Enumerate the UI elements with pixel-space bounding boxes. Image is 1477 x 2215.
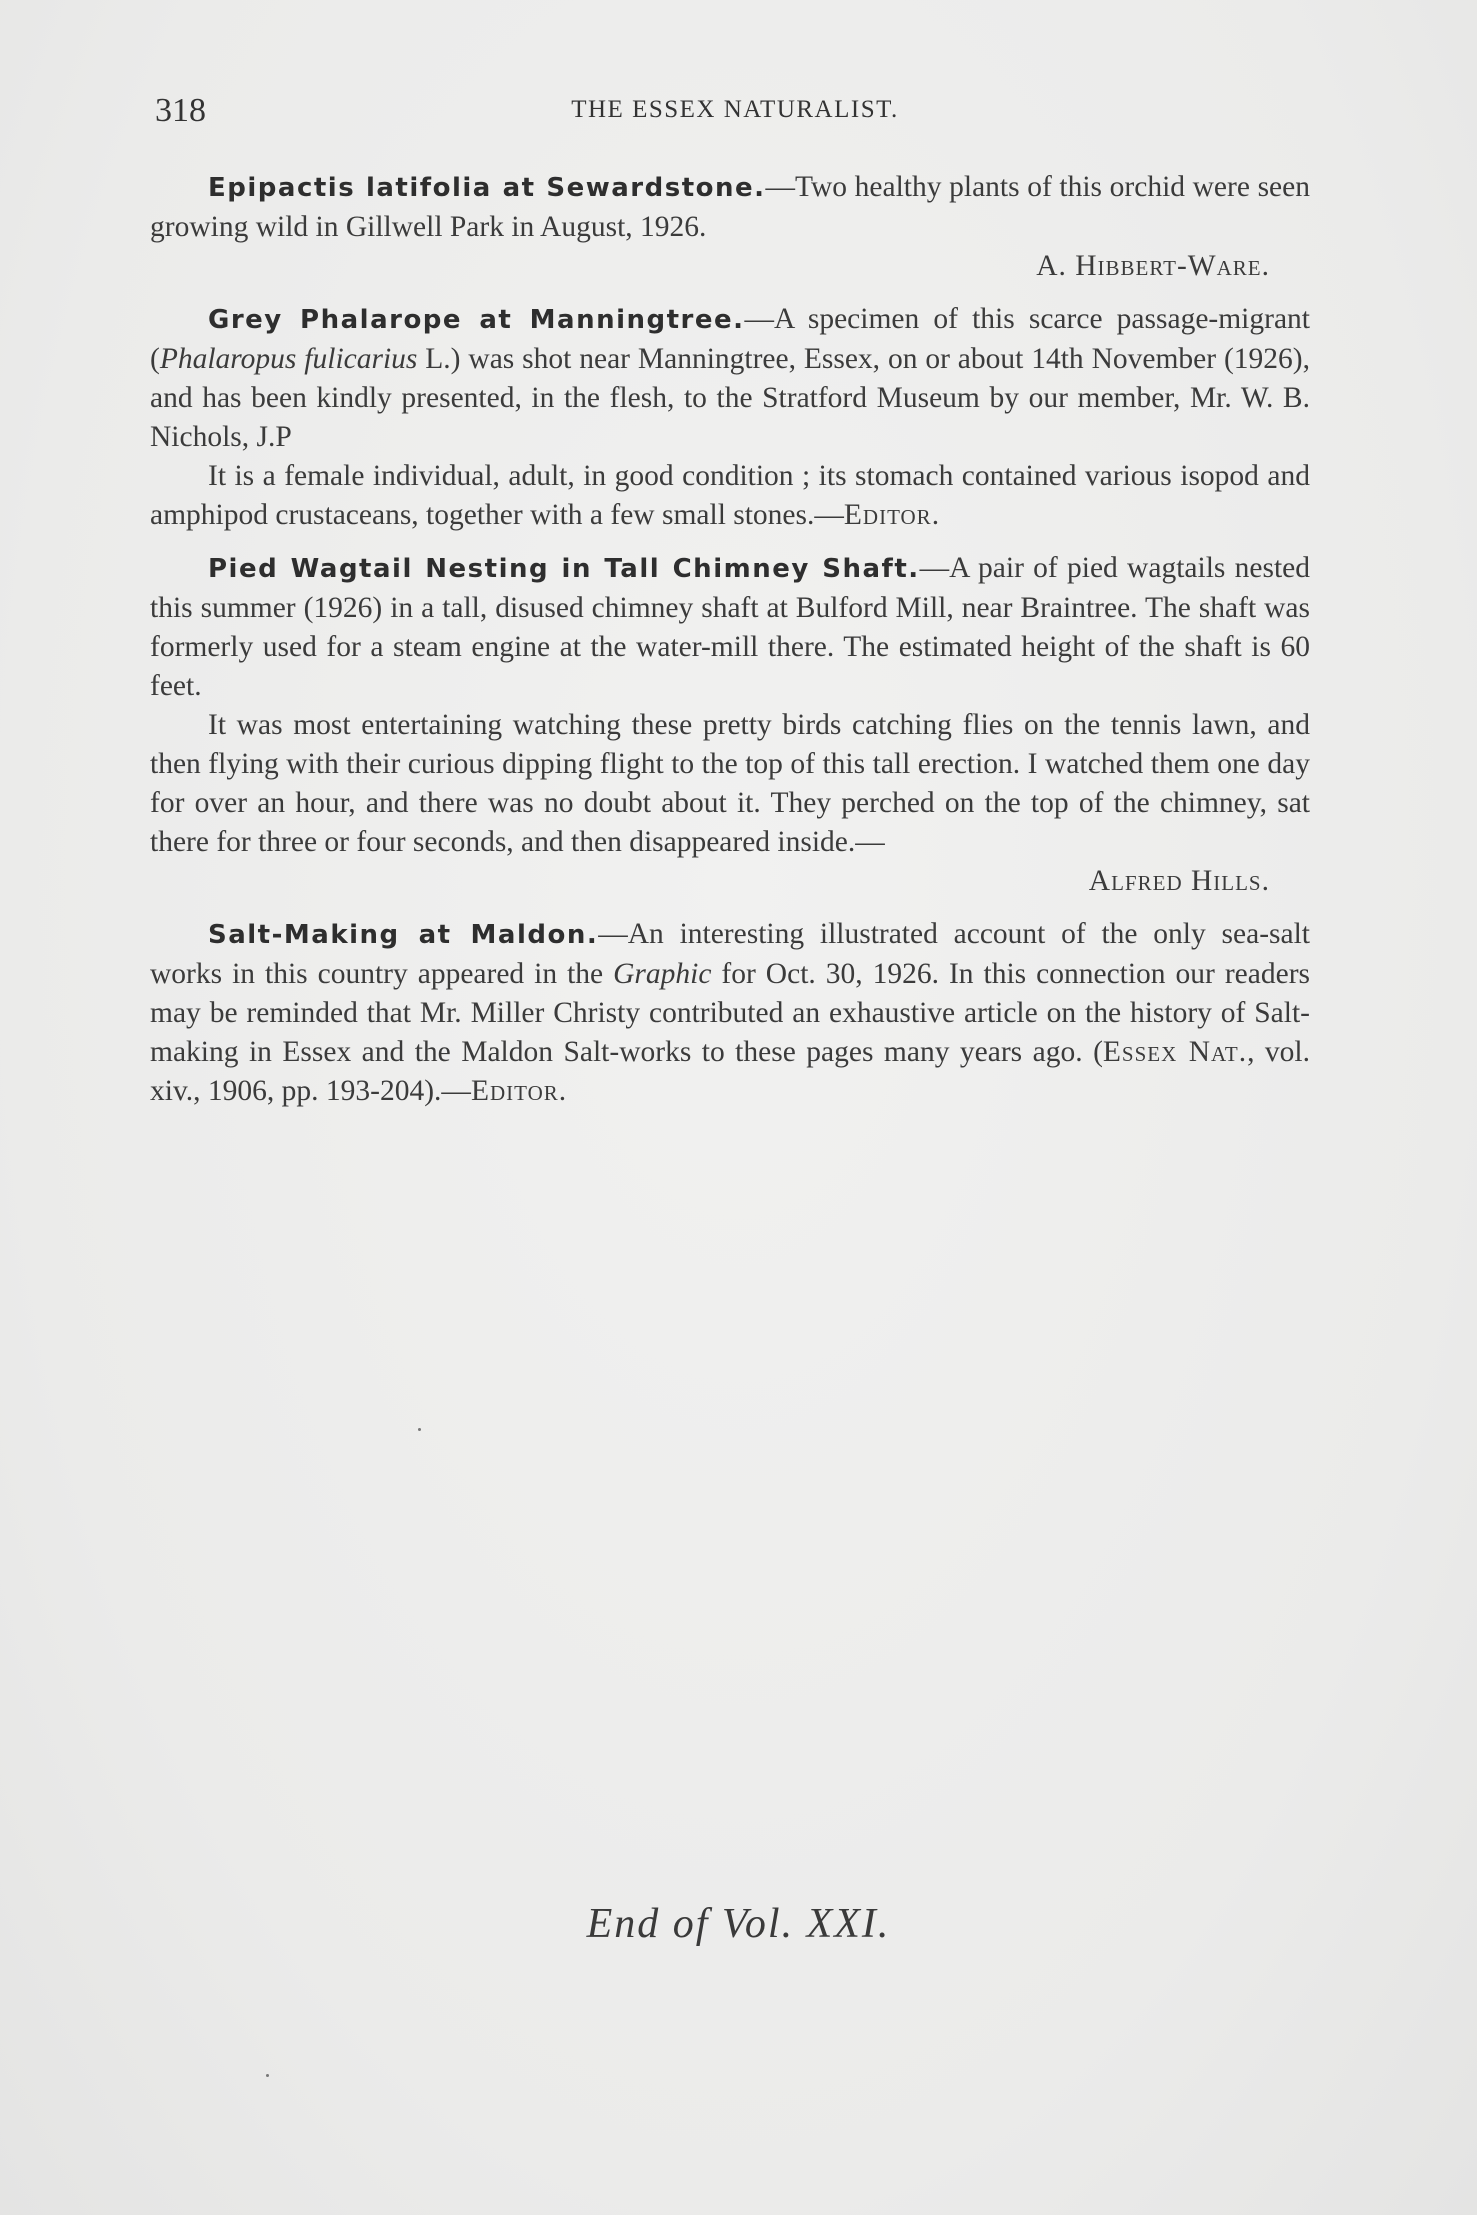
- note-signature: Alfred Hills.: [1088, 865, 1270, 897]
- paper-speck: [418, 1428, 421, 1431]
- note-signature: A. Hibbert-Ware.: [1036, 250, 1270, 282]
- page-number: 318: [155, 92, 206, 129]
- note-paragraph: [150, 300, 1310, 457]
- note-heading: Pied Wagtail Nesting in Tall Chimney Shaft.: [208, 554, 920, 584]
- note-epipactis: [150, 168, 1310, 286]
- note-text: —A pair of pied wagtails nested this summer (1926) in a tall, disused chimney shaft at Bulford Mill, near Braintree. The shaft was formerly used for a steam engine at the water-mill there. The estimated height of the shaft is 60 feet.: [150, 552, 1310, 702]
- note-heading: Epipactis latifolia at Sewardstone.: [208, 173, 766, 203]
- note-signature: Editor.: [843, 499, 941, 531]
- note-text: It is a female individual, adult, in good condition ; its stomach contained various isopod and amphipod crustaceans, together with a few small stones.—: [150, 460, 1310, 531]
- note-heading: Grey Phalarope at Manningtree.: [208, 305, 745, 335]
- note-text: —An interesting illustrated account of the only sea-salt works in this country appeared in the: [150, 918, 1310, 990]
- note-signature: Editor.: [470, 1075, 568, 1107]
- note-text: L.) was shot near Manningtree, Essex, on or about 14th November (1926), and has been kindly presented, in the flesh, to the Stratford Museum by our member, Mr. W. B. Nichols, J.P: [150, 343, 1310, 453]
- note-text: —A specimen of this scarce passage-migrant (: [150, 303, 1310, 375]
- running-title: THE ESSEX NATURALIST.: [571, 96, 899, 123]
- publication-title: Graphic: [613, 958, 712, 990]
- note-paragraph: [150, 457, 1310, 535]
- paper-speck: [266, 2074, 269, 2077]
- note-text: for Oct. 30, 1926. In this connection our readers may be reminded that Mr. Miller Christy contributed an exhaustive article on the history of Salt-making in Essex and the Maldon Salt-works to these pages many years ago. (: [150, 958, 1310, 1068]
- page-body: [150, 168, 1310, 1125]
- note-salt-making: [150, 915, 1310, 1111]
- note-text: , vol. xiv., 1906, pp. 193-204).—: [150, 1036, 1310, 1107]
- page-header: [155, 92, 1315, 132]
- journal-reference: Essex Nat.: [1102, 1036, 1248, 1068]
- note-heading: Salt-Making at Maldon.: [208, 920, 599, 950]
- note-paragraph: [150, 915, 1310, 1111]
- species-name: Phalaropus fulicarius: [159, 343, 418, 375]
- note-text: —Two healthy plants of this orchid were seen growing wild in Gillwell Park in August, 1926.: [150, 171, 1310, 243]
- note-paragraph: [150, 706, 1310, 862]
- note-pied-wagtail: [150, 549, 1310, 901]
- note-paragraph: [150, 549, 1310, 706]
- note-grey-phalarope: [150, 300, 1310, 535]
- note-text: It was most entertaining watching these pretty birds catching flies on the tennis lawn, and then flying with their curious dipping flight to the top of this tall erection. I watched them one day for over an hour, and there was no doubt about it. They perched on the top of the chimney, sat there for three or four seconds, and then disappeared inside.—: [150, 709, 1310, 858]
- note-paragraph: [150, 168, 1310, 247]
- end-of-volume: End of Vol. XXI.: [586, 1901, 891, 1947]
